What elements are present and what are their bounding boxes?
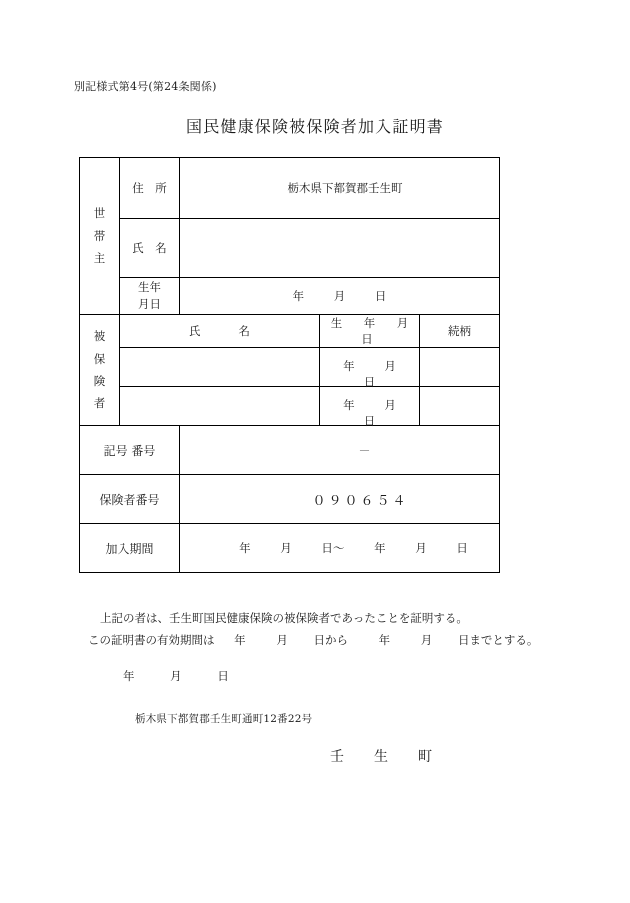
page-title: 国民健康保険被保険者加入証明書 [185, 117, 444, 136]
label-line-2: 月日 [138, 297, 161, 311]
side-label-char: 主 [93, 251, 106, 266]
birthdate-day-unit: 日 [374, 289, 387, 303]
validity-from-month: 月 [276, 633, 288, 648]
period-from-year-unit: 年 [239, 541, 251, 555]
table-row-householder-name [80, 219, 500, 278]
birthdate-year-unit: 年 [292, 289, 305, 303]
side-label-char: 保 [93, 351, 106, 366]
value-householder-name[interactable] [180, 219, 500, 278]
validity-from-day: 日から [313, 633, 348, 648]
label-line-1: 生年 [138, 280, 161, 295]
column-header-insured-birthdate: 生 年 月 日 [320, 315, 420, 348]
value-insured-name[interactable] [120, 348, 320, 387]
label-symbol-number [80, 426, 180, 475]
table-row-insured-header [80, 315, 500, 348]
value-householder-address[interactable]: 栃木県下都賀郡壬生町 [180, 158, 500, 219]
insured-day-unit: 日 [363, 375, 376, 389]
table-row-householder-address [80, 158, 500, 219]
period-to-day-unit: 日 [456, 541, 468, 555]
label-line-2: 番号 [131, 443, 156, 458]
label-householder-birthdate [120, 278, 180, 315]
value-symbol-number[interactable]: － [180, 426, 500, 475]
issuer-address: 栃木県下都賀郡壬生町通町12番22号 [135, 713, 313, 725]
validity-to-month: 月 [420, 633, 433, 648]
issue-date-day-unit: 日 [217, 669, 229, 683]
validity-to-day: 日までとする。 [457, 633, 539, 648]
table-row-insured [80, 348, 500, 387]
statement-line-1: 上記の者は、壬生町国民健康保険の被保険者であったことを証明する。 [100, 611, 468, 625]
form-code-label: 別記様式第4号(第24条関係) [74, 80, 217, 93]
validity-prefix: この証明書の有効期間は [88, 633, 215, 648]
value-insured-relation[interactable] [420, 387, 500, 426]
label-enrollment-period: 加入期間 [80, 524, 180, 573]
issue-date-line [107, 668, 245, 684]
period-to-year-unit: 年 [374, 541, 386, 555]
certificate-table [79, 157, 500, 573]
label-householder-name: 氏 名 [120, 219, 180, 278]
insured-day-unit: 日 [363, 414, 376, 428]
table-row-symbol-number [80, 426, 500, 475]
value-insured-birthdate[interactable] [320, 387, 420, 426]
value-householder-birthdate[interactable] [180, 278, 500, 315]
side-label-char: 者 [93, 396, 106, 411]
value-enrollment-period[interactable] [180, 524, 500, 573]
validity-from-year: 年 [234, 633, 246, 648]
side-label-char: 被 [93, 329, 106, 344]
period-to-month-unit: 月 [415, 541, 427, 555]
value-insured-birthdate[interactable] [320, 348, 420, 387]
value-insured-name[interactable] [120, 387, 320, 426]
insured-month-unit: 月 [384, 398, 396, 412]
table-row-enrollment-period [80, 524, 500, 573]
value-insured-relation[interactable] [420, 348, 500, 387]
period-from-month-unit: 月 [280, 541, 292, 555]
birthdate-month-unit: 月 [333, 289, 346, 303]
column-header-insured-name: 氏 名 [120, 315, 320, 348]
issuer-name: 壬 生 町 [330, 749, 440, 765]
column-header-insured-relation: 続柄 [420, 315, 500, 348]
label-line-1: 記号 [103, 443, 128, 458]
label-insurer-number: 保険者番号 [80, 475, 180, 524]
period-from-day-unit: 日〜 [321, 541, 345, 555]
validity-to-year: 年 [378, 633, 391, 648]
side-label-char: 世 [93, 206, 106, 221]
table-row-householder-birthdate [80, 278, 500, 315]
label-address: 住 所 [120, 158, 180, 219]
side-label-householder [80, 158, 120, 315]
certification-statement [88, 607, 558, 652]
side-label-char: 険 [93, 374, 106, 388]
side-label-char: 帯 [93, 228, 106, 243]
table-row-insurer-number [80, 475, 500, 524]
insured-month-unit: 月 [384, 359, 396, 373]
table-row-insured [80, 387, 500, 426]
value-insurer-number[interactable]: ０９０６５４ [180, 475, 500, 524]
issue-date-year-unit: 年 [123, 669, 135, 683]
side-label-insured [80, 315, 120, 426]
insured-year-unit: 年 [343, 398, 355, 412]
issue-date-month-unit: 月 [170, 669, 182, 683]
statement-line-2 [88, 629, 558, 651]
insured-year-unit: 年 [343, 359, 355, 373]
